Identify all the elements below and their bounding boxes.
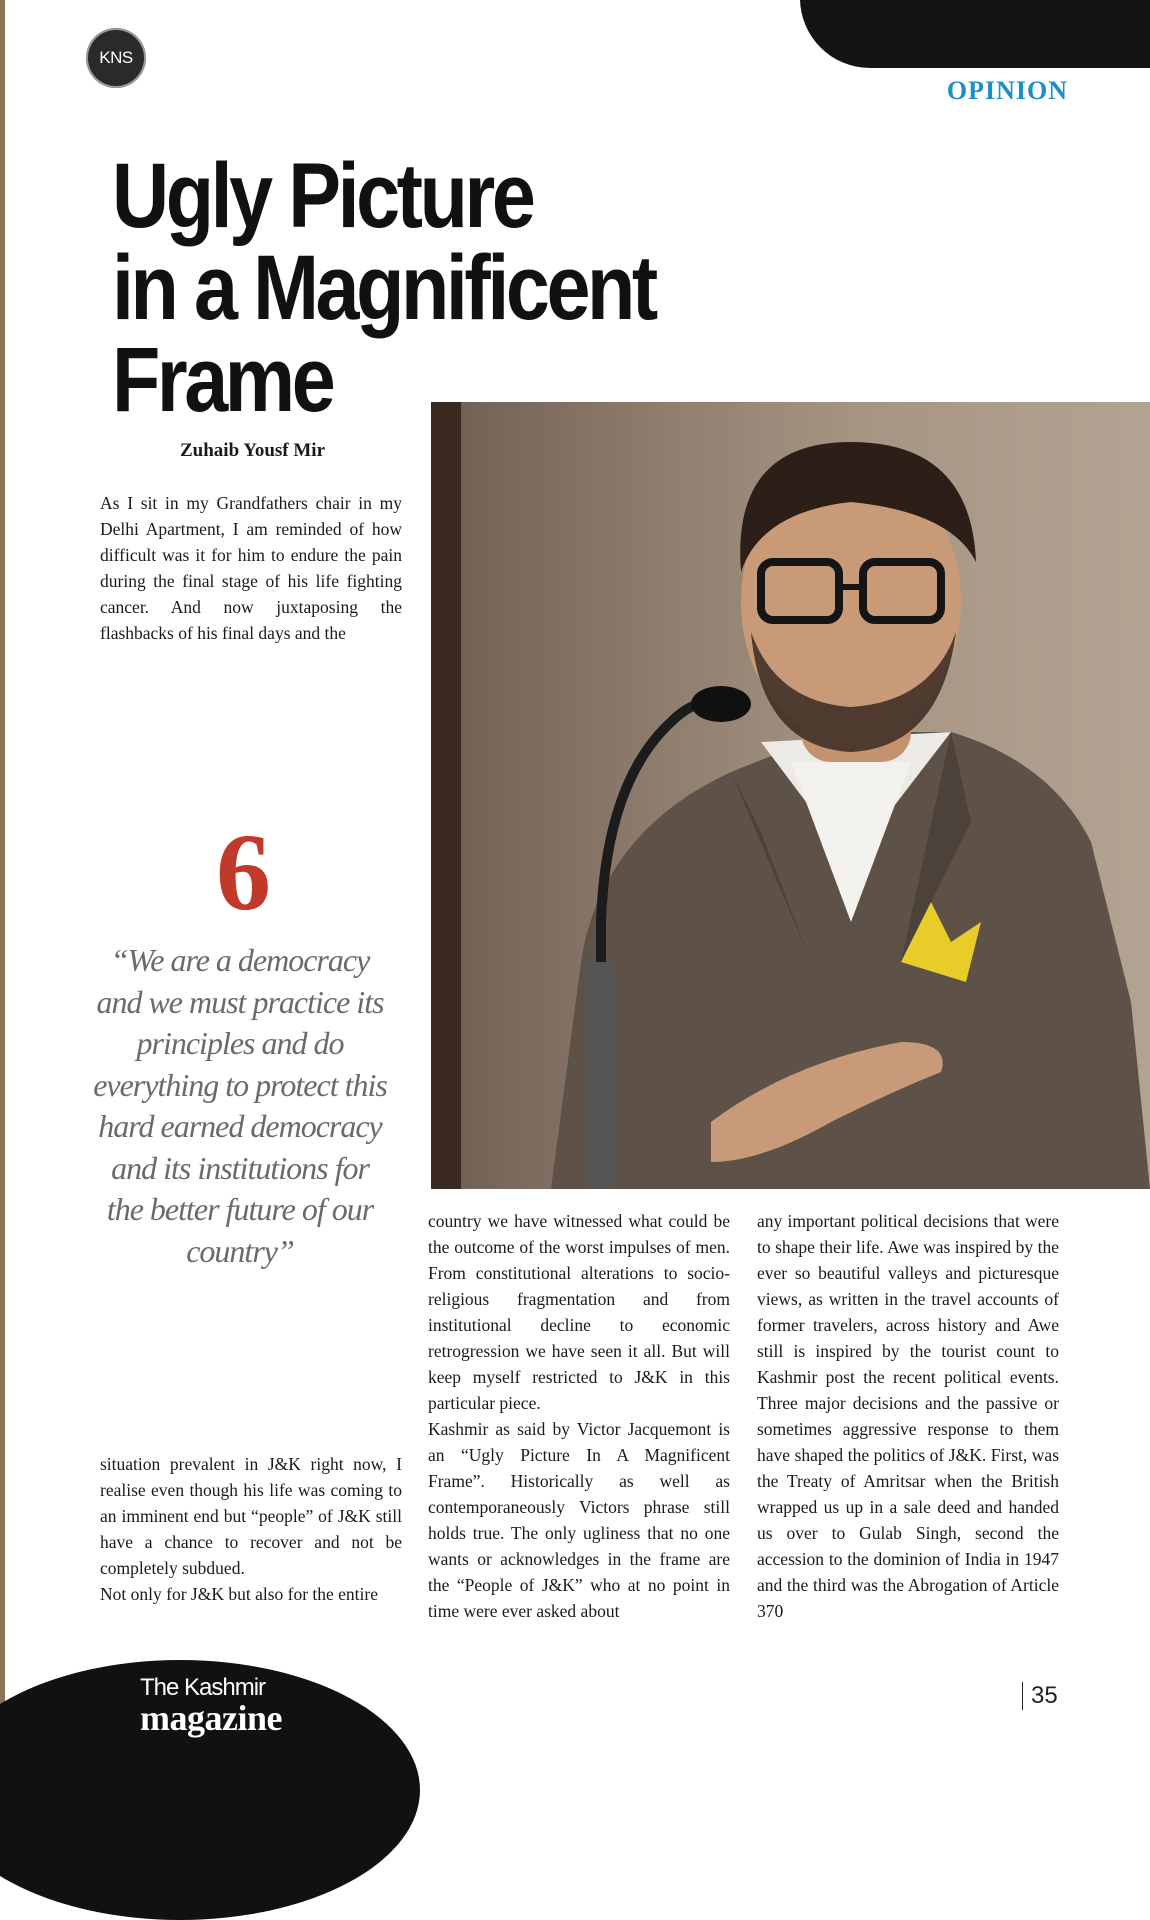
brand-line-2: magazine [140, 1698, 282, 1738]
article-column-2 [428, 1208, 730, 1624]
paragraph: situation prevalent in J&K right now, I realise even though his life was coming to an imminent end but “people” of J&K still have a chance to recover and not be completely subdued. [100, 1454, 402, 1578]
magazine-brand-logo [140, 1676, 282, 1736]
author-photo [431, 402, 1150, 1189]
paragraph: Not only for J&K but also for the entire [100, 1584, 379, 1604]
paragraph: any important political decisions that were to shape their life. Awe was inspired by the ever so beautiful valleys and picturesque views, as written in the travel accounts of former travelers, across history and Awe still is inspired by the tourist count to Kashmir post the recent political events. Three major decisions and the passive or sometimes aggressive response to them have shaped the politics of J&K. First, was the Treaty of Amritsar when the British wrapped us up in a sale deed and handed us over to Gulab Singh, second the accession to the dominion of India in 1947 and the third was the Abrogation of Article 370 [757, 1211, 1059, 1621]
article-column-1-top [100, 490, 402, 646]
headline-line-1: Ugly Picture [112, 145, 533, 247]
speaker-illustration [431, 402, 1150, 1189]
article-column-1-bottom [100, 1451, 402, 1607]
headline-line-2: in a Magnificent Frame [112, 237, 655, 431]
page-number: 35 [1022, 1682, 1058, 1710]
kns-logo-text: KNS [99, 48, 133, 67]
pull-quote-mark: 6 [216, 811, 271, 933]
paragraph: country we have witnessed what could be the outcome of the worst impulses of men. From constitutional alterations to socio-religious fragmentation and from institutional decline to economic retrogression we have seen it all. But will keep myself restricted to J&K in this particular piece. [428, 1211, 730, 1413]
author-byline: Zuhaib Yousf Mir [180, 440, 325, 461]
kns-logo [86, 28, 146, 88]
headline [112, 145, 886, 431]
section-label: OPINION [946, 76, 1068, 105]
brand-line-1: The Kashmir [140, 1674, 266, 1701]
top-corner-tab [800, 0, 1150, 68]
paragraph: As I sit in my Grandfathers chair in my Delhi Apartment, I am reminded of how difficult was it for him to endure the pain during the final stage of his life fighting cancer. And now juxtaposing the flashbacks of his final days and the [100, 493, 402, 643]
page-edge-strip [0, 0, 5, 1774]
paragraph: Kashmir as said by Victor Jacquemont is an “Ugly Picture In A Magnificent Frame”. Historically as well as contemporaneously Victors phrase still holds true. The only ugliness that no one wants or acknowledges in the frame are the “People of J&K” who at no point in time were ever asked about [428, 1419, 730, 1621]
pull-quote-text: “We are a democracy and we must practice its principles and do everything to protect this hard earned democracy and its institutions for the better future of our country” [93, 942, 387, 1269]
article-column-3 [757, 1208, 1059, 1624]
